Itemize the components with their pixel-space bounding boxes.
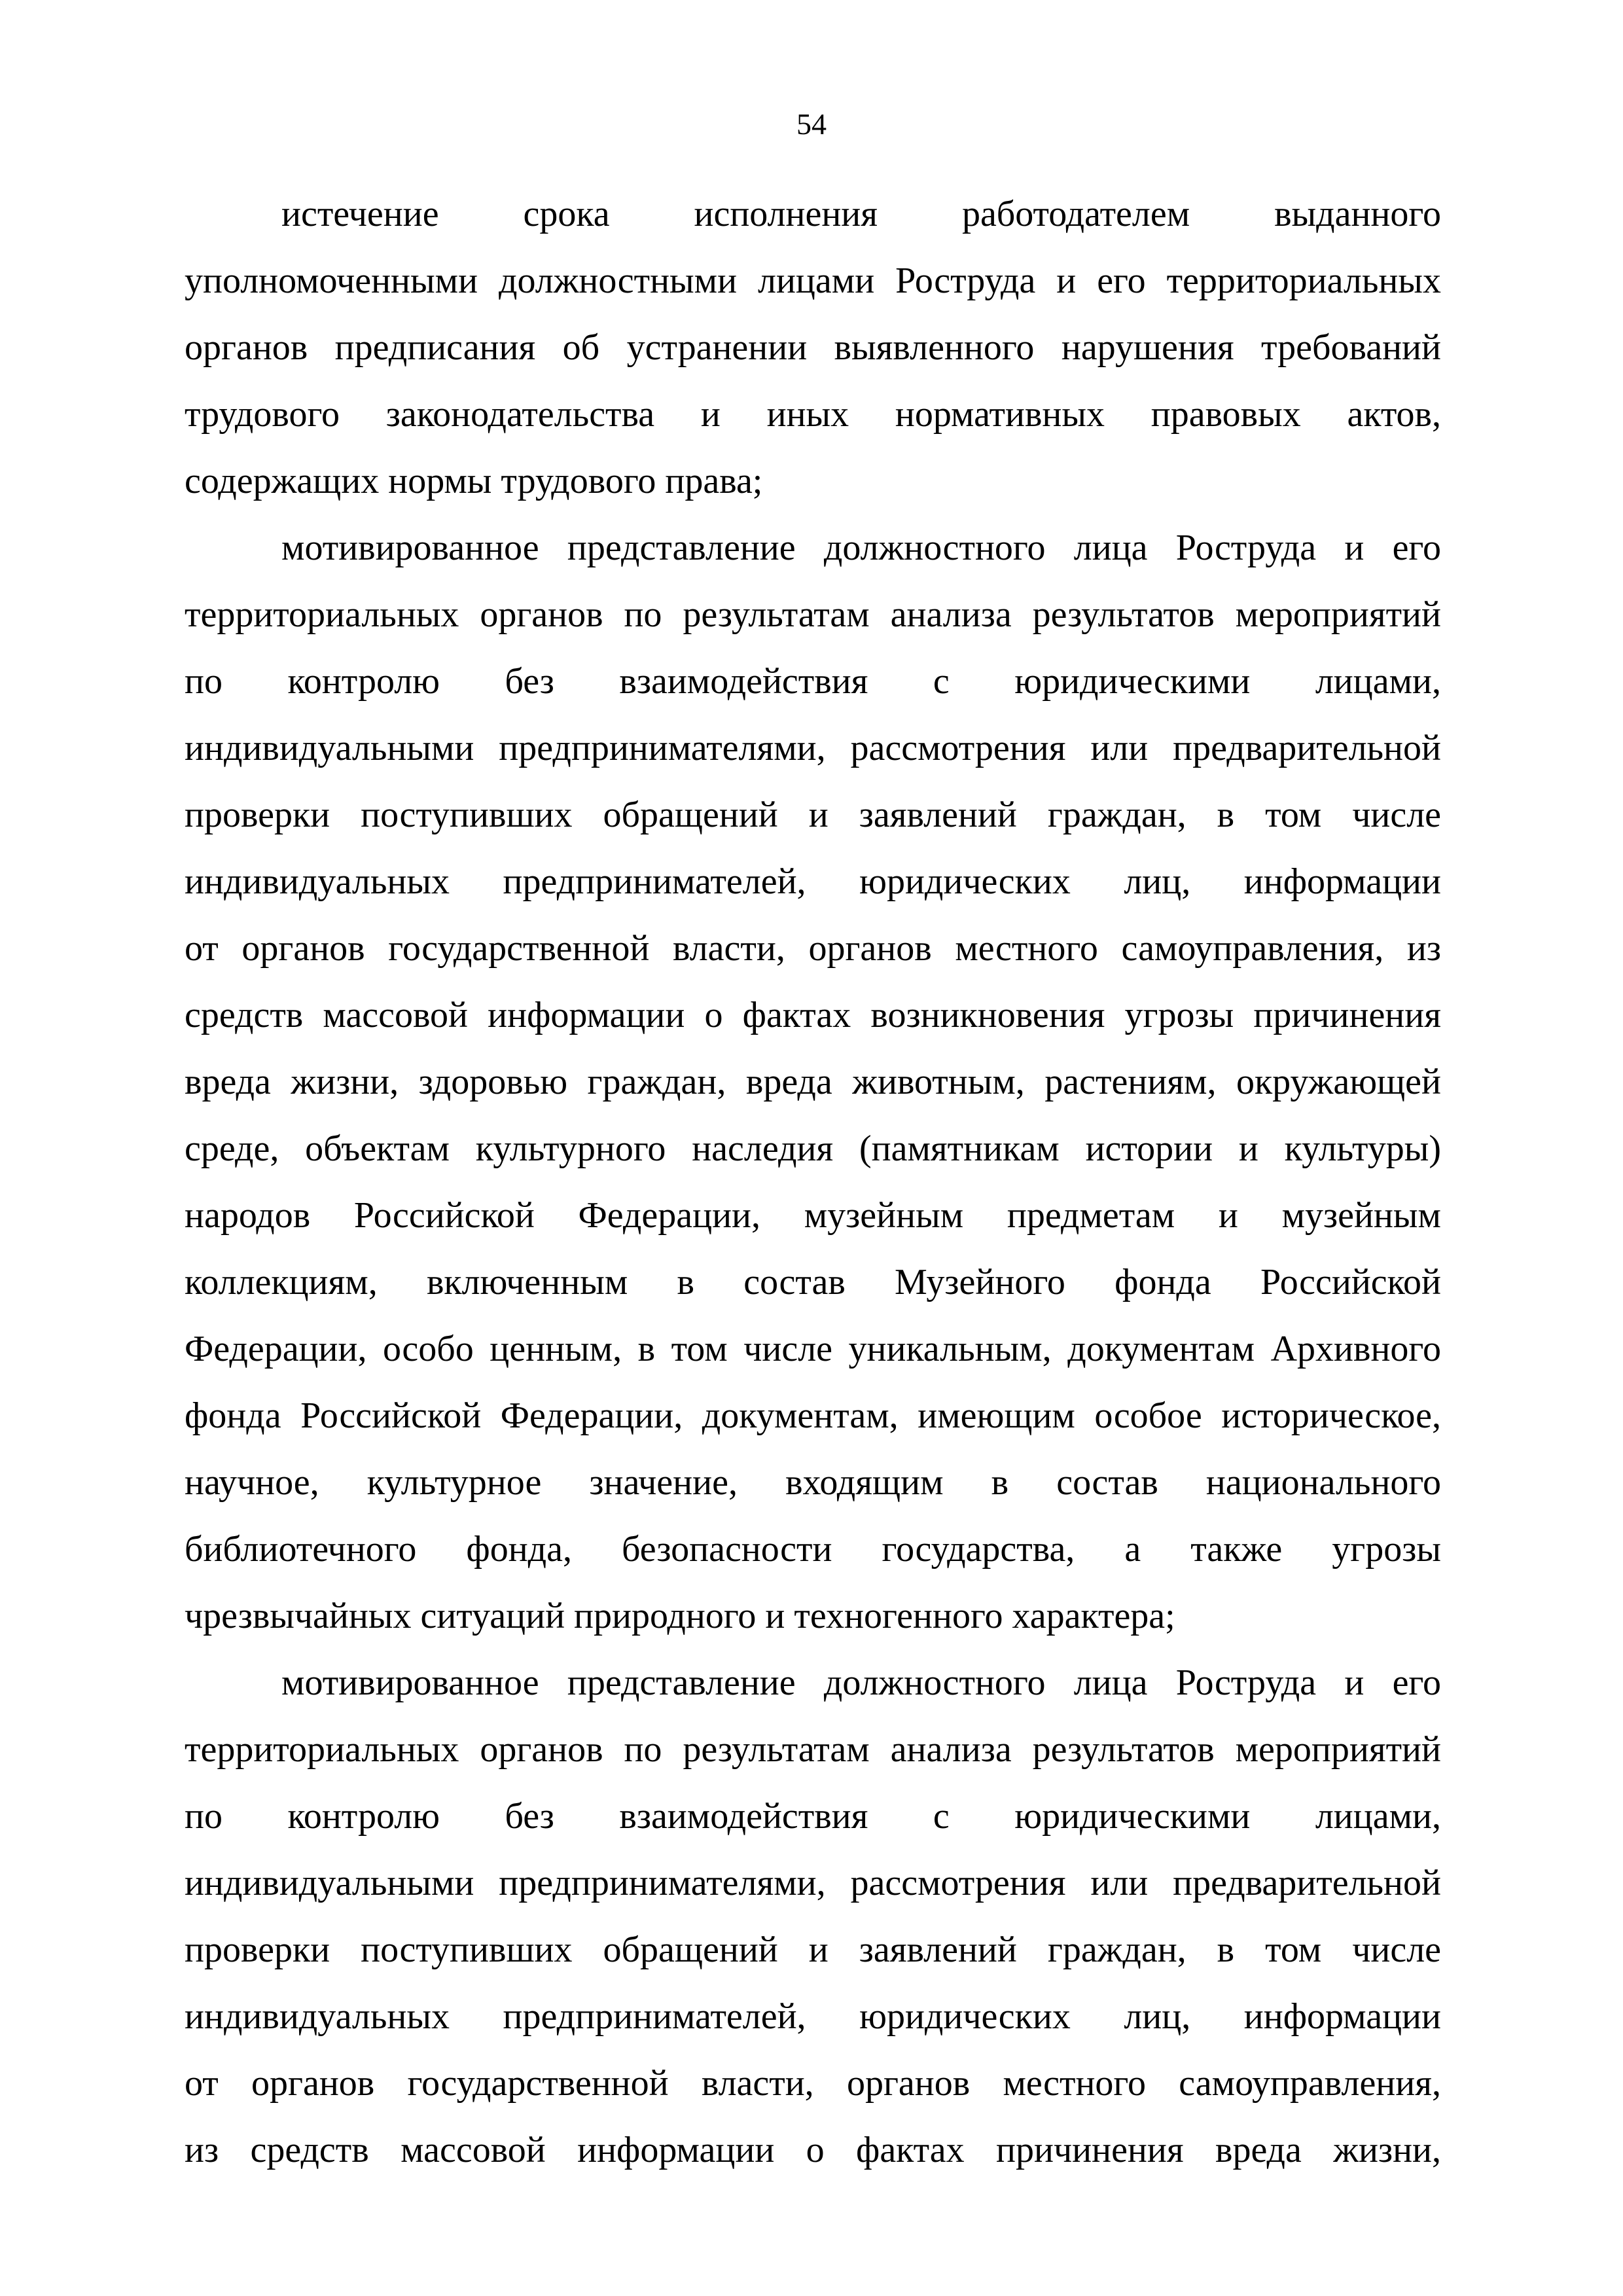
text-line: Федерации, особо ценным, в том числе уникальным, документам Архивного (185, 1329, 1441, 1369)
paragraph-3 (185, 1649, 1441, 2183)
text-line: истечение срока исполнения работодателем выданного (281, 194, 1441, 234)
text-line: уполномоченными должностными лицами Роструда и его территориальных (185, 260, 1441, 301)
page-number: 54 (796, 107, 827, 141)
text-line: научное, культурное значение, входящим в состав национального (185, 1462, 1441, 1503)
text-line: по контролю без взаимодействия с юридическими лицами, (185, 661, 1441, 702)
text-line: территориальных органов по результатам анализа результатов мероприятий (185, 1729, 1441, 1770)
text-line: по контролю без взаимодействия с юридическими лицами, (185, 1796, 1441, 1837)
text-line: мотивированное представление должностного лица Роструда и его (281, 528, 1441, 568)
text-line: индивидуальных предпринимателей, юридических лиц, информации (185, 1996, 1441, 2037)
text-line: содержащих нормы трудового права; (185, 461, 763, 501)
text-line: трудового законодательства и иных нормативных правовых актов, (185, 394, 1441, 435)
text-line: из средств массовой информации о фактах причинения вреда жизни, (185, 2130, 1441, 2170)
paragraph-1 (185, 181, 1441, 514)
text-line: чрезвычайных ситуаций природного и техногенного характера; (185, 1596, 1175, 1636)
text-line: территориальных органов по результатам анализа результатов мероприятий (185, 594, 1441, 635)
text-line: мотивированное представление должностного лица Роструда и его (281, 1662, 1441, 1703)
text-line: от органов государственной власти, органов местного самоуправления, из (185, 928, 1441, 969)
text-line: индивидуальными предпринимателями, рассмотрения или предварительной (185, 728, 1441, 768)
text-line: среде, объектам культурного наследия (памятникам истории и культуры) (185, 1128, 1441, 1169)
text-line: народов Российской Федерации, музейным предметам и музейным (185, 1195, 1441, 1236)
text-line: индивидуальными предпринимателями, рассмотрения или предварительной (185, 1863, 1441, 1903)
text-line: проверки поступивших обращений и заявлений граждан, в том числе (185, 1929, 1441, 1970)
text-line: вреда жизни, здоровью граждан, вреда животным, растениям, окружающей (185, 1062, 1441, 1102)
paragraph-2 (185, 514, 1441, 1649)
text-line: от органов государственной власти, органов местного самоуправления, (185, 2063, 1441, 2104)
text-line: органов предписания об устранении выявленного нарушения требований (185, 327, 1441, 368)
text-line: фонда Российской Федерации, документам, имеющим особое историческое, (185, 1395, 1441, 1436)
text-line: индивидуальных предпринимателей, юридических лиц, информации (185, 861, 1441, 902)
text-line: проверки поступивших обращений и заявлений граждан, в том числе (185, 795, 1441, 835)
text-line: средств массовой информации о фактах возникновения угрозы причинения (185, 995, 1441, 1035)
text-line: коллекциям, включенным в состав Музейного фонда Российской (185, 1262, 1441, 1302)
text-line: библиотечного фонда, безопасности государства, а также угрозы (185, 1529, 1441, 1570)
